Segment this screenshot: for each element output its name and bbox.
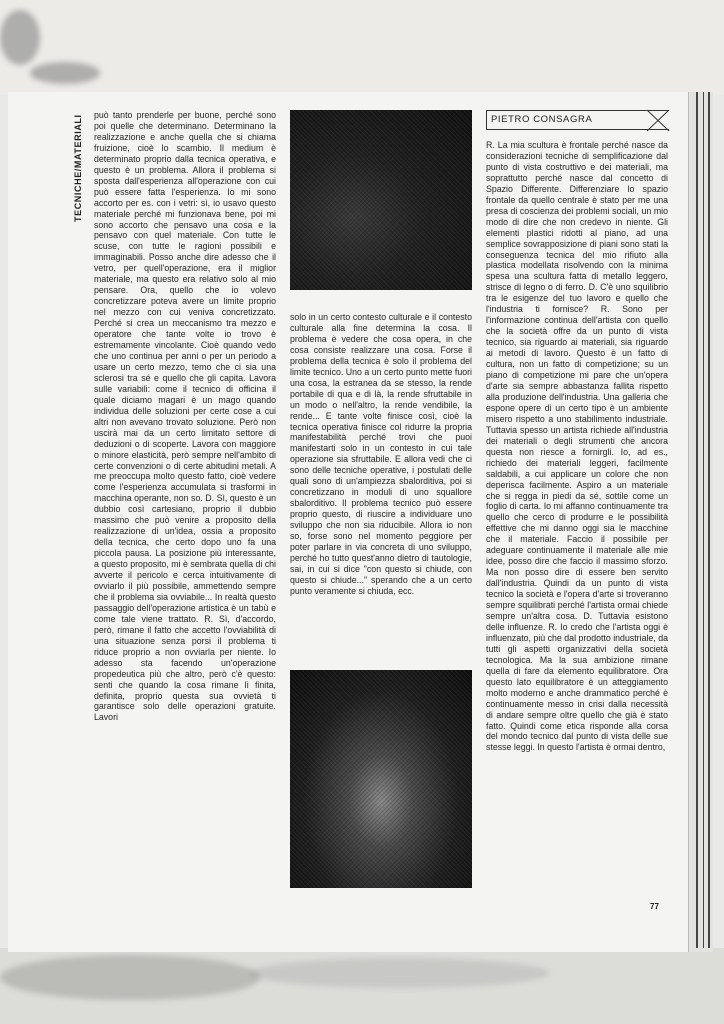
scan-smudge [250,958,550,988]
text-column-3 [486,140,668,753]
sculpture-photo-top [290,110,472,290]
scan-background-top [0,0,724,95]
column-2-text: solo in un certo contesto culturale e il contesto culturale alla fine determina la cosa. Il problema è vedere che cosa opera, in che cosa consiste realizzare una cosa. Forse il problema della tecnica è solo il problema del limite tecnico. Uno a un certo punto mette fuori una cosa, la estranea da se stesso, la rende portabile di qua e di là, la rende sfruttabile in un modo o nell'altro, la rende vendibile, la rende... E tante volte finisce così, cioè la tecnica operativa finisce col ridurre la propria manifestabilità perché trovi che puoi manifestarti solo in un contesto in cui tale operazione sia sfruttabile. E allora vedi che ci sono delle tecniche operative, i postulati delle quali sono di un'ampiezza sbalorditiva, poi si concretizzano in moduli di uno squallore sbalorditivo. Il problema tecnico può essere proprio questo, di riuscire a individuare uno sviluppo che non sia riducibile. Allora io non so, forse sono nel momento peggiore per poter parlare in via concreta di uno sviluppo, perché ho tutto quest'anno dietro di tautologie, sai, in cui si dice "con questo si chiude, con questo si chiude..." sperando che a un certo punto veramente si chiuda, ecc. [290,312,472,596]
scan-smudge [0,955,260,1000]
column-3-text: R. La mia scultura è frontale perché nasce da considerazioni tecniche di semplificazione dal punto di vista costruttivo e dei materiali, ma soprattutto perché nasce dal concetto di Spazio Differente. Differenziare lo spazio frontale da quello centrale è stato per me una presa di coscienza dei problemi sociali, un mio modo di dire che non credevo in niente. Gli elementi plastici ridotti al piano, ad una semplice sovrapposizione di piani sono stati la conseguenza tecnica del mio rifiuto alla plastica modellata risolvendo con la minima spesa una scultura fatta di metallo leggero, strisce di legno o di ferro. D. C'è uno squilibrio tra le esigenze del tuo lavoro e quello che l'industria ti fornisce? R. Sono per l'informazione continua dell'artista con quello che la società offre da un punto di vista tecnico, sia riguardo ai materiali, sia riguardo ai metodi di lavoro. Questo è un fatto di cultura, non un fatto di competizione; su un piano di competizione mi pare che un'opera d'arte sia sempre abbastanza fallita rispetto alla produzione dell'industria. Una galleria che espone opere di un certo tipo è un ambiente misero rispetto a uno stabilimento industriale. Tuttavia spesso un artista richiede all'industria dei materiali o degli strumenti che ancora questa non riesce a fornirgli. Io, ad es., richiedo dei materiali leggeri, facilmente saldabili, a cui applicare un colore che non deperisca facilmente. Aspiro a un materiale che si regga in piedi da sé, sottile come un foglio di carta. Io mi affanno continuamente tra quello che cerco di produrre e le possibilità effettive che mi danno oggi sia le macchine che il materiale. Faccio il possibile per adeguare continuamente il materiale alle mie idee, posso dire che faccio il massimo sforzo. Ma non posso dire di essere ben servito dall'industria. Quindi da un punto di vista tecnico la società e l'opera d'arte si troveranno sempre squilibrati perché l'artista ormai chiede sempre un'altra cosa. D. Tuttavia esistono delle influenze. R. Io credo che l'artista oggi è influenzato, più che dal prodotto industriale, da tutti gli aspetti organizzativi della società tecnologica. Ma la sua ambizione rimane quella di fare da elemento equilibratore. Ora questo lato equilibratore è un atteggiamento molto moderno e anche drammatico perché è continuamente messo in crisi dalla necessità di andare sempre oltre quello che già è stato fatto. Quindi come etica risponde alla corsa del mondo tecnico dal punto di vista delle sue stesse leggi. In questo l'artista è ormai dentro, [486,140,668,753]
sculpture-photo-bottom [290,670,472,888]
text-column-2 [290,312,472,597]
page-edge-line [696,92,698,948]
page-edge-line [703,92,704,948]
column-1-text: può tanto prenderle per buone, perché sono poi quelle che determinano. Determinano la realizzazione e anche quella che si chiama fruizione, cioè lo scambio. Il medium è determinato proprio dalla tecnica operativa, e questo è un problema. Allora il problema si sposta dall'esperienza all'operazione con cui può essere fatta l'esperienza. Io mi sono accorto per es. con i vetri: sì, io usavo questo materiale perché mi funzionava bene, poi mi sono accorto che pensavo una cosa e la pensavo con quel materiale. Con tutte le scuse, con tutte le ragioni possibili e immaginabili. Posso anche dire adesso che il vetro, per quell'operazione, era il miglior materiale, ma questo era relativo solo al mio pensare. Ora, quello che io volevo concretizzare poteva avere un limite proprio nel mezzo con cui veniva concretizzato. Perché si crea un meccanismo tra mezzo e operatore che tante volte io trovo è estremamente vincolante. Cioè quando vedo che uno continua per anni o per un periodo a usare un certo mezzo, temo che ci sia una sclerosi tra sé e quello che gli capita. Lavora sulle variabili: come il tecnico di officina il quale diciamo magari è un mago quando individua delle soluzioni per certe cose a cui altri non avevano trovato soluzione. Però non uscirà mai da un certo limitato settore di deduzioni o di scoperte. Lavora con maggiore o minore elasticità, però sempre nell'ambito di certe convenzioni o di certe abitudini metali. A me preoccupa molto questo fatto, cioè vedere come l'esperienza accumulata si trasformi in macchina operante, non so. D. Sì, questo è un dubbio così cartesiano, proprio il dubbio massimo che può venire a proposito della realizzazione di un'idea, ossia a proposito della tecnica, che certo dopo uno fa una piccola pausa. La posizione più interessante, a questo proposito, mi è sembrata quella di chi avverte il pericolo e cerca intuitivamente di ovviarlo il più possibile, ammettendo sempre che il problema sia ovviabile... In realtà questo passaggio dell'operazione artistica è un tabù e come tale viene trattato. R. Sì, d'accordo, però, rimane il fatto che accetto l'ovviabilità di una situazione senza porsi il problema ti riduce proprio a non ovviarla per niente. Io adesso sta facendo un'operazione propedeutica più che altro, però c'è questo: senti che quando la cosa rimane lì finita, definita, proprio questa sua ovvietà ti garantisce solo delle operazioni gratuite. Lavori [94,110,276,723]
page-number: 77 [650,902,659,911]
cross-mark-icon [645,107,671,133]
author-name: PIETRO CONSAGRA [491,114,593,125]
author-header [486,110,669,130]
text-column-1 [94,110,276,723]
page-edge-line [708,92,710,948]
scan-smudge [30,62,100,84]
section-label [73,112,91,222]
scan-smudge [0,10,40,65]
section-label-text: TECNICHE/MATERIALI [73,114,83,222]
